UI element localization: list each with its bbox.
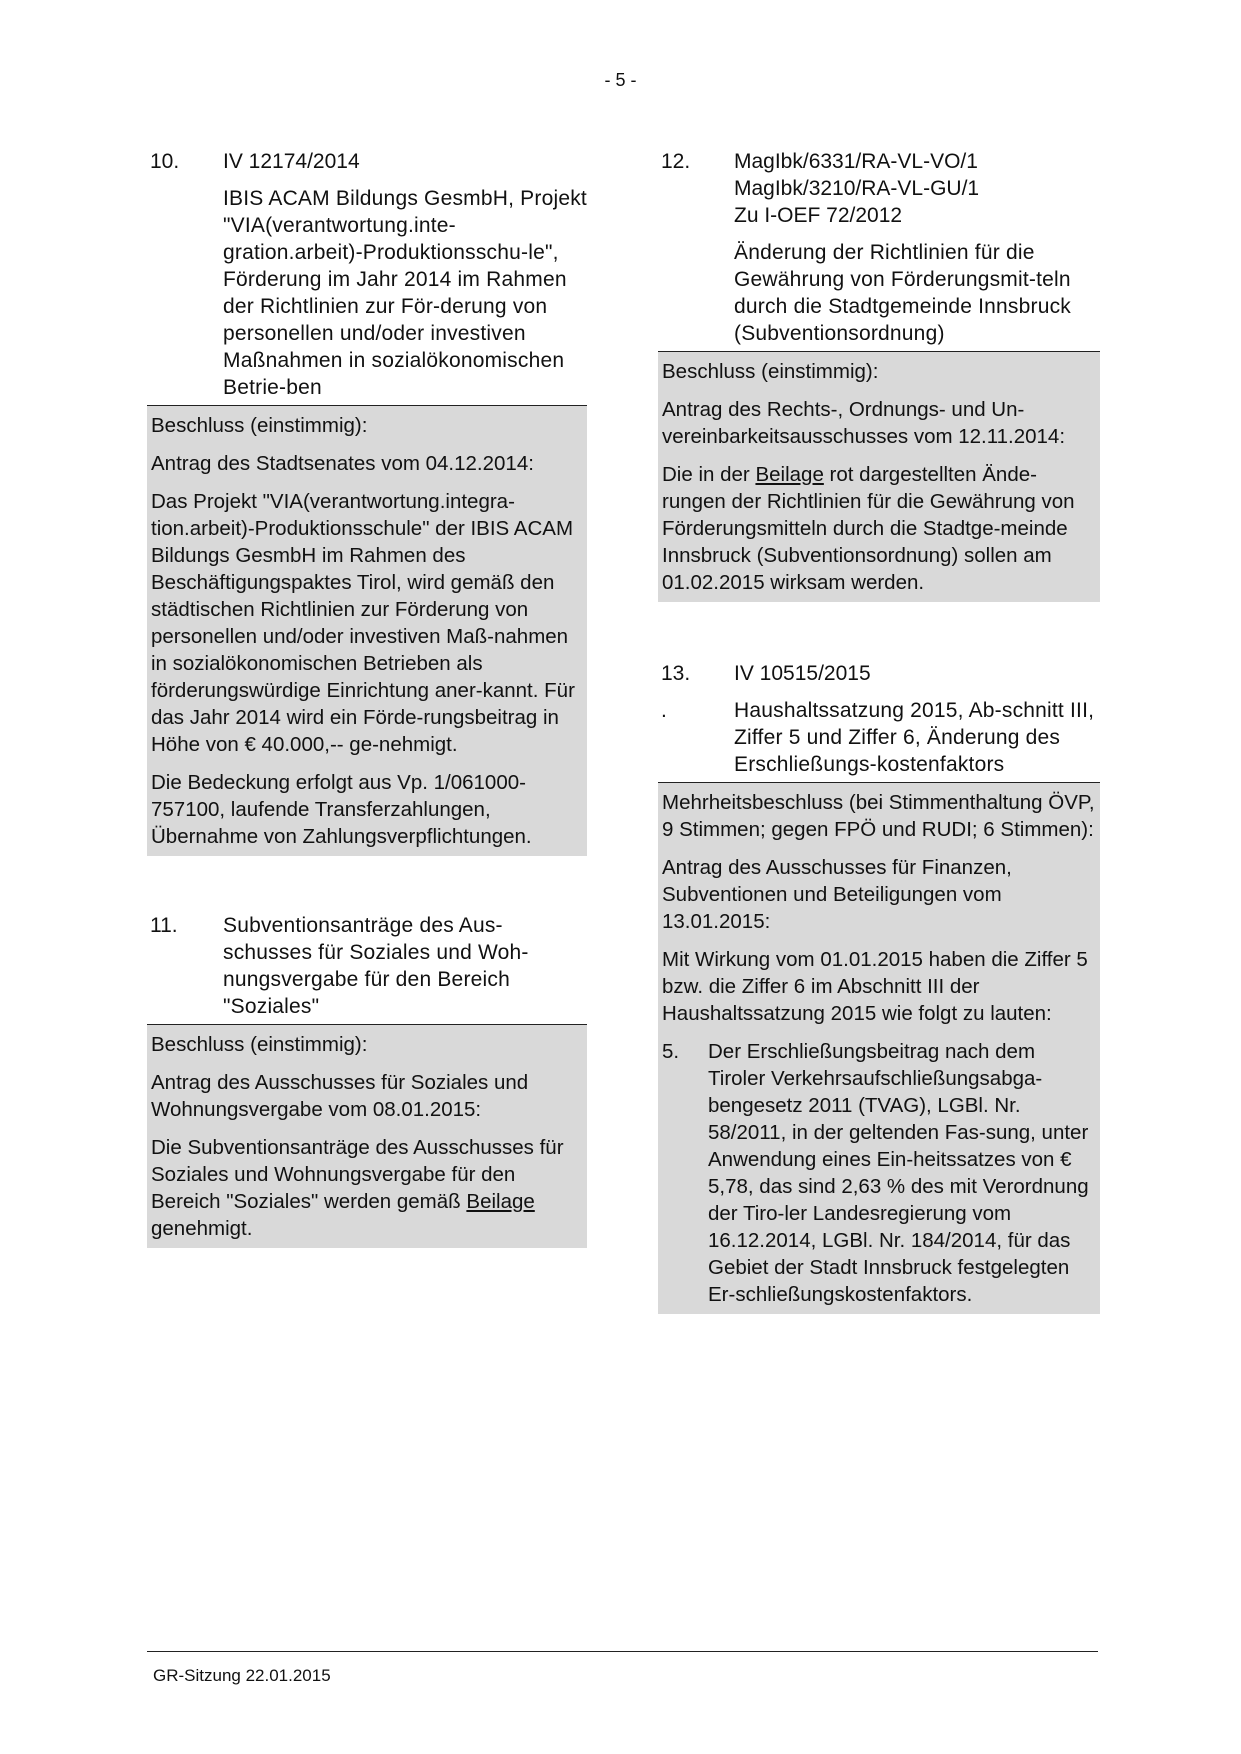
decision-box: [147, 1025, 587, 1248]
decision-type: Beschluss (einstimmig):: [151, 414, 368, 437]
item-title: Subventionsanträge des Aus-schusses für Soziales und Woh-nungsvergabe für den Bereich "Soziales": [223, 914, 529, 1018]
agenda-item-13: [658, 660, 1100, 1314]
motion-text: Antrag des Ausschusses für Soziales und Wohnungsvergabe vom 08.01.2015:: [151, 1071, 529, 1121]
decision-type: Mehrheitsbeschluss (bei Stimmenthaltung ÖVP, 9 Stimmen; gegen FPÖ und RUDI; 6 Stimmen):: [662, 791, 1095, 841]
item-number: 11.: [150, 914, 178, 937]
footer-text: GR-Sitzung 22.01.2015: [153, 1666, 331, 1685]
right-column: [658, 148, 1100, 1314]
item-code: IV 12174/2014: [223, 150, 360, 173]
coverage-paragraph: Die Bedeckung erfolgt aus Vp. 1/061000-757100, laufende Transferzahlungen, Übernahme von Zahlungsverpflichtungen.: [151, 771, 532, 848]
item-number: 10.: [150, 150, 180, 173]
item-code: MagIbk/3210/RA-VL-GU/1: [734, 177, 980, 200]
item-header: [147, 148, 587, 406]
decision-box: [147, 406, 587, 856]
agenda-item-12: [658, 148, 1100, 602]
item-title-wrap: [661, 697, 1100, 778]
item-number: 13.: [661, 662, 691, 685]
motion-text: Antrag des Ausschusses für Finanzen, Subventionen und Beteiligungen vom 13.01.2015:: [662, 856, 1012, 933]
decision-paragraph: Die Subventionsanträge des Ausschusses für Soziales und Wohnungsvergabe für den Bereich "Soziales" werden gemäß Beilage genehmigt.: [151, 1136, 564, 1240]
item-title: Haushaltssatzung 2015, Ab-schnitt III, Ziffer 5 und Ziffer 6, Änderung des Erschließungs-kostenfaktors: [734, 699, 1095, 776]
page-number: - 5 -: [604, 70, 637, 90]
decision-box: [658, 352, 1100, 602]
subitem-number: 5.: [662, 1040, 680, 1063]
item-title: Änderung der Richtlinien für die Gewährung von Förderungsmit-teln durch die Stadtgemeinde Innsbruck (Subventionsordnung): [734, 241, 1071, 345]
motion-text: Antrag des Stadtsenates vom 04.12.2014:: [151, 452, 534, 475]
item-code: Zu I-OEF 72/2012: [734, 204, 903, 227]
item-number: 12.: [661, 150, 691, 173]
decision-paragraph: Die in der Beilage rot dargestellten Ände-rungen der Richtlinien für die Gewährung von Förderungsmitteln durch die Stadtge-meinde Innsbruck (Subventionsordnung) sollen am 01.02.2015 wirksam werden.: [662, 463, 1075, 594]
decision-type: Beschluss (einstimmig):: [151, 1033, 368, 1056]
item-code: IV 10515/2015: [734, 662, 871, 685]
item-header: [658, 660, 1100, 783]
item-header: [658, 148, 1100, 352]
decision-paragraph: Mit Wirkung vom 01.01.2015 haben die Ziffer 5 bzw. die Ziffer 6 im Abschnitt III der Haushaltssatzung 2015 wie folgt zu lauten:: [662, 948, 1088, 1025]
footer-divider: [147, 1651, 1098, 1652]
left-column: [147, 148, 587, 1248]
decision-box: [658, 783, 1100, 1314]
beilage-link[interactable]: Beilage: [466, 1190, 535, 1213]
item-dot: .: [661, 699, 668, 722]
subitem-text: Der Erschließungsbeitrag nach dem Tiroler Verkehrsaufschließungsabga-bengesetz 2011 (TVAG), LGBl. Nr. 58/2011, in der geltenden Fas-sung, unter Anwendung eines Ein-heitssatzes von € 5,78, das sind 2,63 % des mit Verordnung der Tiro-ler Landesregierung vom 16.12.2014, LGBl. Nr. 184/2014, für das Gebiet der Stadt Innsbruck festgelegten Er-schließungskostenfaktors.: [708, 1040, 1089, 1306]
decision-paragraph: Das Projekt "VIA(verantwortung.integra-tion.arbeit)-Produktionsschule" der IBIS ACAM Bildungs GesmbH im Rahmen des Beschäftigungspaktes Tirol, wird gemäß den städtischen Richtlinien zur Förderung von personellen und/oder investiven Maß-nahmen in sozialökonomischen Betrieben als förderungswürdige Einrichtung aner-kannt. Für das Jahr 2014 wird ein Förde-rungsbeitrag in Höhe von € 40.000,-- ge-nehmigt.: [151, 490, 575, 756]
item-header: [147, 912, 587, 1025]
item-title: IBIS ACAM Bildungs GesmbH, Projekt "VIA(verantwortung.inte-gration.arbeit)-Produktionsschu-le", Förderung im Jahr 2014 im Rahmen der Richtlinien zur För-derung von personellen und/oder investiven Maßnahmen in sozialökonomischen Betrie-ben: [223, 187, 587, 399]
beilage-link[interactable]: Beilage: [755, 463, 824, 486]
motion-text: Antrag des Rechts-, Ordnungs- und Un-vereinbarkeitsausschusses vom 12.11.2014:: [662, 398, 1066, 448]
agenda-item-10: [147, 148, 587, 856]
decision-type: Beschluss (einstimmig):: [662, 360, 879, 383]
agenda-item-11: [147, 912, 587, 1248]
item-code: MagIbk/6331/RA-VL-VO/1: [734, 150, 978, 173]
subitem: [662, 1038, 1096, 1308]
